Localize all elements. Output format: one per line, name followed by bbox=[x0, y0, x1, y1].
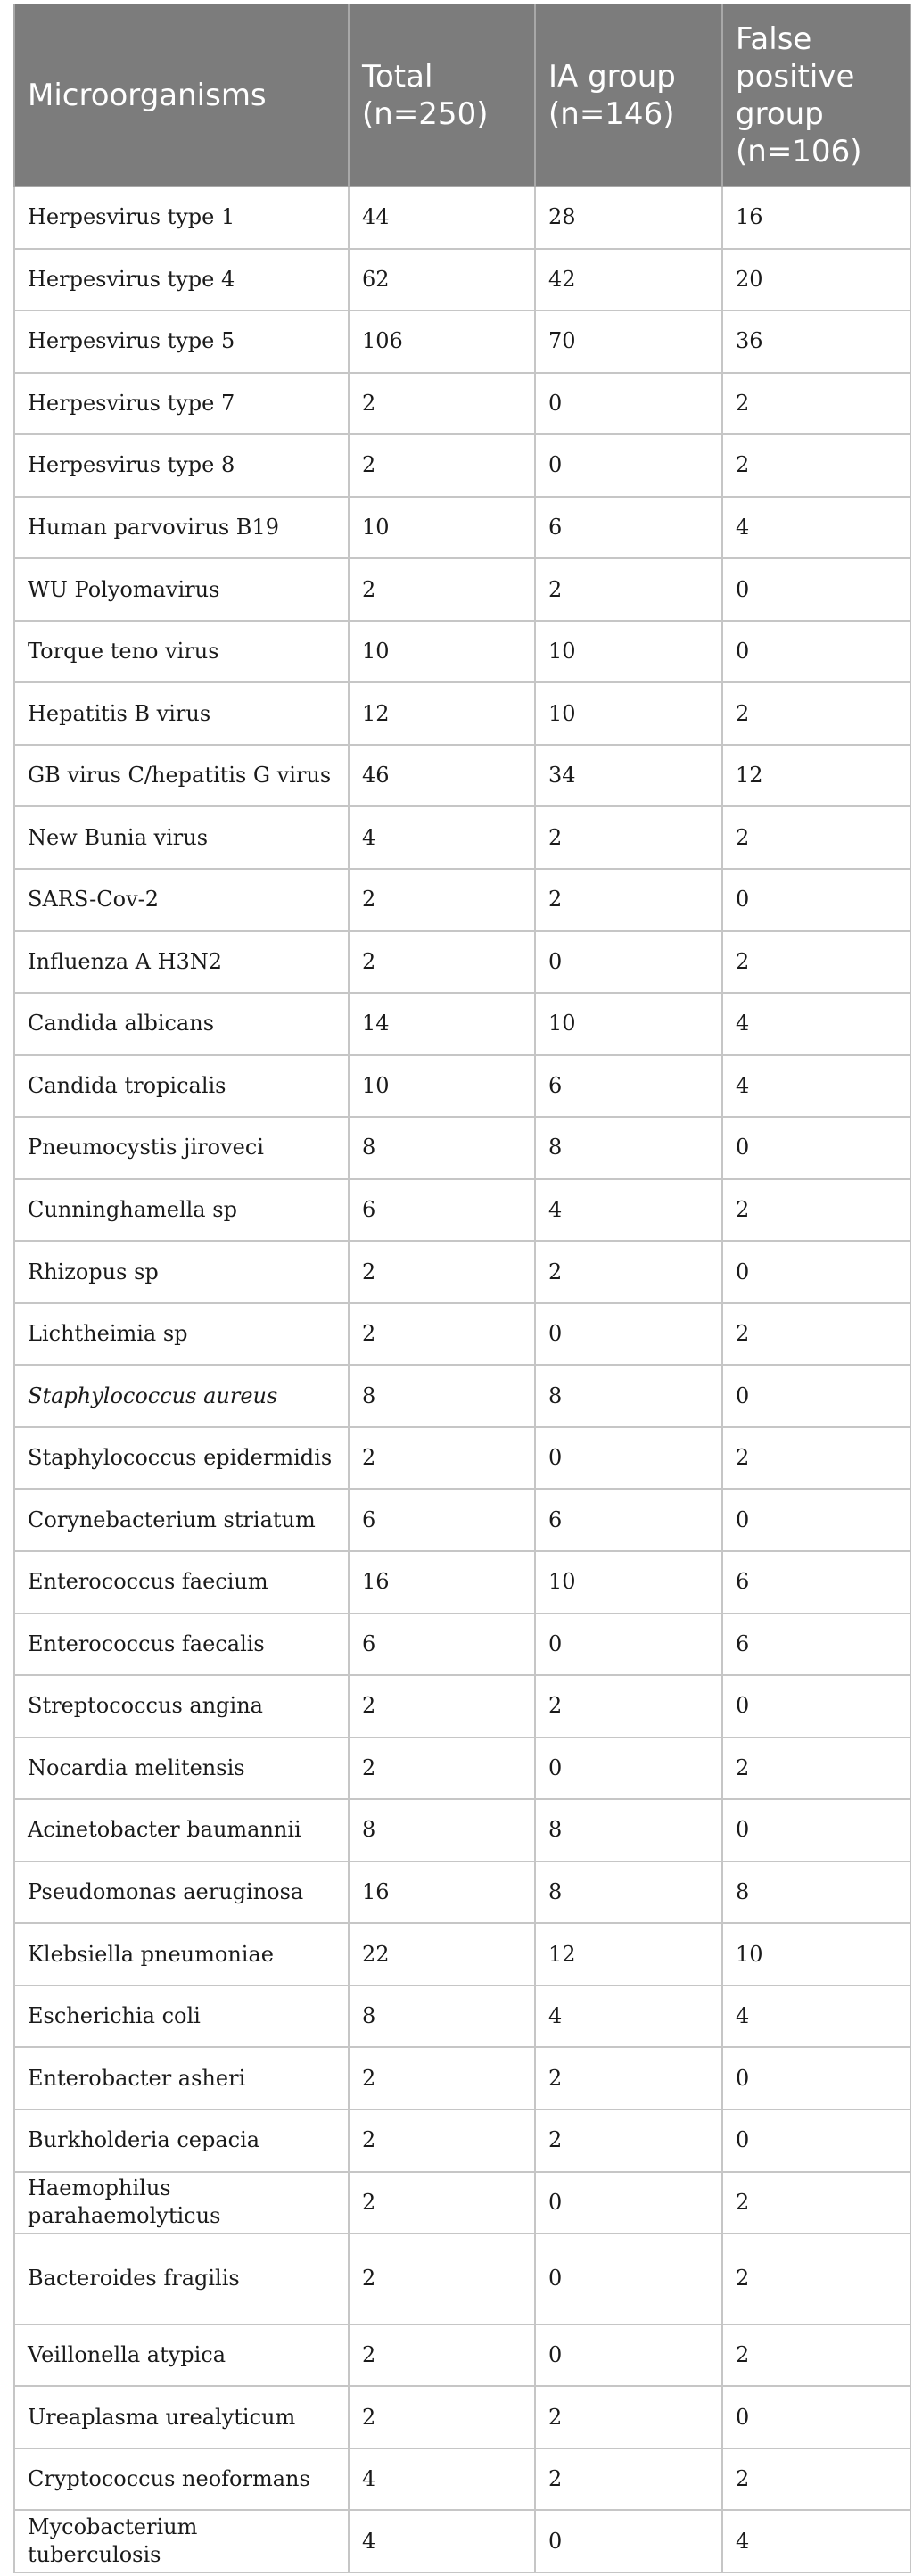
cell-ia-group: 2 bbox=[535, 2448, 722, 2511]
cell-false-positive: 2 bbox=[722, 1427, 910, 1490]
cell-ia-group: 10 bbox=[535, 993, 722, 1055]
cell-total: 6 bbox=[349, 1179, 535, 1242]
cell-false-positive: 0 bbox=[722, 621, 910, 683]
cell-false-positive: 2 bbox=[722, 1738, 910, 1800]
cell-ia-group: 0 bbox=[535, 434, 722, 497]
table-row bbox=[14, 310, 910, 373]
cell-microorganism: Cryptococcus neoformans bbox=[14, 2448, 349, 2511]
cell-microorganism: Herpesvirus type 1 bbox=[14, 186, 349, 249]
cell-microorganism: Streptococcus angina bbox=[14, 1675, 349, 1738]
cell-false-positive: 0 bbox=[722, 2047, 910, 2110]
cell-total: 106 bbox=[349, 310, 535, 373]
table-row bbox=[14, 2172, 910, 2234]
cell-total: 2 bbox=[349, 434, 535, 497]
table-row bbox=[14, 1799, 910, 1862]
cell-microorganism: Mycobacterium tuberculosis bbox=[14, 2510, 349, 2572]
cell-total: 62 bbox=[349, 249, 535, 311]
cell-ia-group: 6 bbox=[535, 1489, 722, 1551]
header-ia-group: IA group (n=146) bbox=[535, 4, 722, 186]
table-body bbox=[14, 186, 910, 2572]
cell-total: 2 bbox=[349, 2172, 535, 2234]
cell-ia-group: 0 bbox=[535, 2172, 722, 2234]
cell-ia-group: 0 bbox=[535, 1738, 722, 1800]
cell-ia-group: 4 bbox=[535, 1179, 722, 1242]
table-row bbox=[14, 2510, 910, 2572]
cell-microorganism: Enterococcus faecalis bbox=[14, 1614, 349, 1676]
cell-microorganism: Candida tropicalis bbox=[14, 1055, 349, 1118]
cell-microorganism: Pseudomonas aeruginosa bbox=[14, 1862, 349, 1924]
cell-total: 8 bbox=[349, 1799, 535, 1862]
cell-false-positive: 16 bbox=[722, 186, 910, 249]
table-row bbox=[14, 1365, 910, 1427]
cell-total: 8 bbox=[349, 1117, 535, 1179]
table-row bbox=[14, 1179, 910, 1242]
cell-ia-group: 2 bbox=[535, 1241, 722, 1303]
cell-false-positive: 0 bbox=[722, 1799, 910, 1862]
table-row bbox=[14, 682, 910, 745]
cell-microorganism: Torque teno virus bbox=[14, 621, 349, 683]
cell-ia-group: 0 bbox=[535, 2233, 722, 2324]
cell-ia-group: 8 bbox=[535, 1117, 722, 1179]
cell-false-positive: 2 bbox=[722, 2448, 910, 2511]
cell-ia-group: 0 bbox=[535, 1303, 722, 1366]
cell-total: 2 bbox=[349, 931, 535, 994]
cell-ia-group: 10 bbox=[535, 682, 722, 745]
cell-false-positive: 6 bbox=[722, 1614, 910, 1676]
cell-total: 6 bbox=[349, 1489, 535, 1551]
cell-false-positive: 2 bbox=[722, 2324, 910, 2387]
cell-microorganism: Enterococcus faecium bbox=[14, 1551, 349, 1614]
cell-microorganism: New Bunia virus bbox=[14, 806, 349, 869]
cell-total: 2 bbox=[349, 869, 535, 931]
cell-total: 12 bbox=[349, 682, 535, 745]
cell-ia-group: 2 bbox=[535, 2047, 722, 2110]
cell-ia-group: 42 bbox=[535, 249, 722, 311]
cell-total: 2 bbox=[349, 2324, 535, 2387]
table-row bbox=[14, 1241, 910, 1303]
cell-microorganism: Klebsiella pneumoniae bbox=[14, 1923, 349, 1986]
table-row bbox=[14, 373, 910, 435]
cell-ia-group: 28 bbox=[535, 186, 722, 249]
cell-false-positive: 4 bbox=[722, 993, 910, 1055]
header-false-positive-group: False positive group (n=106) bbox=[722, 4, 910, 186]
cell-total: 8 bbox=[349, 1986, 535, 2048]
cell-microorganism: GB virus C/hepatitis G virus bbox=[14, 745, 349, 807]
cell-microorganism: Veillonella atypica bbox=[14, 2324, 349, 2387]
cell-false-positive: 2 bbox=[722, 373, 910, 435]
cell-false-positive: 2 bbox=[722, 1303, 910, 1366]
table-row bbox=[14, 249, 910, 311]
cell-microorganism: Acinetobacter baumannii bbox=[14, 1799, 349, 1862]
cell-total: 2 bbox=[349, 1675, 535, 1738]
cell-ia-group: 8 bbox=[535, 1365, 722, 1427]
cell-false-positive: 2 bbox=[722, 2233, 910, 2324]
cell-false-positive: 4 bbox=[722, 1986, 910, 2048]
cell-total: 6 bbox=[349, 1614, 535, 1676]
cell-total: 16 bbox=[349, 1862, 535, 1924]
cell-total: 2 bbox=[349, 2233, 535, 2324]
cell-total: 16 bbox=[349, 1551, 535, 1614]
cell-ia-group: 70 bbox=[535, 310, 722, 373]
table-row bbox=[14, 1427, 910, 1490]
cell-ia-group: 12 bbox=[535, 1923, 722, 1986]
cell-total: 10 bbox=[349, 497, 535, 559]
table-row bbox=[14, 869, 910, 931]
cell-total: 2 bbox=[349, 373, 535, 435]
cell-microorganism: Hepatitis B virus bbox=[14, 682, 349, 745]
cell-total: 8 bbox=[349, 1365, 535, 1427]
cell-ia-group: 8 bbox=[535, 1862, 722, 1924]
cell-microorganism: Staphylococcus aureus bbox=[14, 1365, 349, 1427]
table-row bbox=[14, 2233, 910, 2324]
cell-total: 2 bbox=[349, 1427, 535, 1490]
cell-false-positive: 0 bbox=[722, 869, 910, 931]
cell-total: 4 bbox=[349, 2448, 535, 2511]
header-microorganisms: Microorganisms bbox=[14, 4, 349, 186]
cell-microorganism: Human parvovirus B19 bbox=[14, 497, 349, 559]
table-row bbox=[14, 1675, 910, 1738]
cell-false-positive: 6 bbox=[722, 1551, 910, 1614]
cell-ia-group: 10 bbox=[535, 1551, 722, 1614]
header-row bbox=[14, 4, 910, 186]
cell-microorganism: Herpesvirus type 8 bbox=[14, 434, 349, 497]
cell-microorganism: Cunninghamella sp bbox=[14, 1179, 349, 1242]
table-row bbox=[14, 1986, 910, 2048]
cell-false-positive: 0 bbox=[722, 1365, 910, 1427]
cell-false-positive: 0 bbox=[722, 2110, 910, 2172]
cell-total: 2 bbox=[349, 2110, 535, 2172]
table-row bbox=[14, 745, 910, 807]
cell-total: 4 bbox=[349, 2510, 535, 2572]
table-row bbox=[14, 2324, 910, 2387]
cell-false-positive: 0 bbox=[722, 2386, 910, 2448]
cell-microorganism: Pneumocystis jiroveci bbox=[14, 1117, 349, 1179]
table-row bbox=[14, 1923, 910, 1986]
cell-false-positive: 10 bbox=[722, 1923, 910, 1986]
table-row bbox=[14, 2047, 910, 2110]
cell-ia-group: 0 bbox=[535, 1614, 722, 1676]
cell-total: 2 bbox=[349, 2386, 535, 2448]
table-row bbox=[14, 2448, 910, 2511]
cell-microorganism: SARS-Cov-2 bbox=[14, 869, 349, 931]
cell-ia-group: 8 bbox=[535, 1799, 722, 1862]
header-total: Total (n=250) bbox=[349, 4, 535, 186]
cell-microorganism: Rhizopus sp bbox=[14, 1241, 349, 1303]
cell-microorganism: Influenza A H3N2 bbox=[14, 931, 349, 994]
cell-total: 4 bbox=[349, 806, 535, 869]
table-header bbox=[14, 4, 910, 186]
cell-ia-group: 6 bbox=[535, 1055, 722, 1118]
table-row bbox=[14, 497, 910, 559]
cell-false-positive: 2 bbox=[722, 806, 910, 869]
table-row bbox=[14, 931, 910, 994]
table-row bbox=[14, 1117, 910, 1179]
cell-false-positive: 0 bbox=[722, 1241, 910, 1303]
cell-false-positive: 2 bbox=[722, 434, 910, 497]
cell-ia-group: 0 bbox=[535, 931, 722, 994]
cell-ia-group: 2 bbox=[535, 1675, 722, 1738]
cell-total: 10 bbox=[349, 1055, 535, 1118]
cell-ia-group: 0 bbox=[535, 2324, 722, 2387]
cell-ia-group: 2 bbox=[535, 806, 722, 869]
table-row bbox=[14, 558, 910, 621]
cell-microorganism: Enterobacter asheri bbox=[14, 2047, 349, 2110]
cell-false-positive: 8 bbox=[722, 1862, 910, 1924]
cell-microorganism: Haemophilus parahaemolyticus bbox=[14, 2172, 349, 2234]
table-row bbox=[14, 2110, 910, 2172]
table-row bbox=[14, 1489, 910, 1551]
cell-false-positive: 4 bbox=[722, 2510, 910, 2572]
cell-microorganism: Herpesvirus type 5 bbox=[14, 310, 349, 373]
cell-ia-group: 0 bbox=[535, 373, 722, 435]
cell-total: 46 bbox=[349, 745, 535, 807]
cell-total: 44 bbox=[349, 186, 535, 249]
cell-microorganism: Escherichia coli bbox=[14, 1986, 349, 2048]
cell-microorganism: Lichtheimia sp bbox=[14, 1303, 349, 1366]
cell-ia-group: 4 bbox=[535, 1986, 722, 2048]
table-row bbox=[14, 1738, 910, 1800]
table-row bbox=[14, 186, 910, 249]
table-row bbox=[14, 621, 910, 683]
cell-total: 2 bbox=[349, 2047, 535, 2110]
cell-false-positive: 2 bbox=[722, 682, 910, 745]
cell-false-positive: 12 bbox=[722, 745, 910, 807]
cell-total: 14 bbox=[349, 993, 535, 1055]
table-row bbox=[14, 1614, 910, 1676]
cell-false-positive: 20 bbox=[722, 249, 910, 311]
table-row bbox=[14, 806, 910, 869]
cell-ia-group: 2 bbox=[535, 2386, 722, 2448]
table-row bbox=[14, 1303, 910, 1366]
cell-ia-group: 2 bbox=[535, 869, 722, 931]
table-row bbox=[14, 1862, 910, 1924]
cell-microorganism: Burkholderia cepacia bbox=[14, 2110, 349, 2172]
cell-microorganism: WU Polyomavirus bbox=[14, 558, 349, 621]
cell-total: 2 bbox=[349, 1303, 535, 1366]
table-row bbox=[14, 1055, 910, 1118]
cell-false-positive: 4 bbox=[722, 497, 910, 559]
cell-false-positive: 2 bbox=[722, 1179, 910, 1242]
cell-false-positive: 2 bbox=[722, 2172, 910, 2234]
table-row bbox=[14, 434, 910, 497]
cell-false-positive: 4 bbox=[722, 1055, 910, 1118]
cell-ia-group: 0 bbox=[535, 1427, 722, 1490]
table-row bbox=[14, 2386, 910, 2448]
cell-ia-group: 34 bbox=[535, 745, 722, 807]
cell-ia-group: 6 bbox=[535, 497, 722, 559]
cell-microorganism: Corynebacterium striatum bbox=[14, 1489, 349, 1551]
table-row bbox=[14, 993, 910, 1055]
cell-microorganism: Staphylococcus epidermidis bbox=[14, 1427, 349, 1490]
cell-false-positive: 0 bbox=[722, 1117, 910, 1179]
microorganisms-table bbox=[13, 4, 911, 2573]
cell-false-positive: 0 bbox=[722, 1489, 910, 1551]
cell-ia-group: 0 bbox=[535, 2510, 722, 2572]
cell-microorganism: Candida albicans bbox=[14, 993, 349, 1055]
table-row bbox=[14, 1551, 910, 1614]
cell-microorganism: Nocardia melitensis bbox=[14, 1738, 349, 1800]
cell-ia-group: 10 bbox=[535, 621, 722, 683]
cell-total: 2 bbox=[349, 1738, 535, 1800]
cell-total: 22 bbox=[349, 1923, 535, 1986]
cell-microorganism: Herpesvirus type 7 bbox=[14, 373, 349, 435]
cell-total: 10 bbox=[349, 621, 535, 683]
cell-total: 2 bbox=[349, 1241, 535, 1303]
cell-microorganism: Herpesvirus type 4 bbox=[14, 249, 349, 311]
cell-false-positive: 0 bbox=[722, 558, 910, 621]
cell-false-positive: 36 bbox=[722, 310, 910, 373]
cell-false-positive: 0 bbox=[722, 1675, 910, 1738]
cell-microorganism: Ureaplasma urealyticum bbox=[14, 2386, 349, 2448]
cell-microorganism: Bacteroides fragilis bbox=[14, 2233, 349, 2324]
cell-ia-group: 2 bbox=[535, 558, 722, 621]
cell-ia-group: 2 bbox=[535, 2110, 722, 2172]
cell-total: 2 bbox=[349, 558, 535, 621]
cell-false-positive: 2 bbox=[722, 931, 910, 994]
